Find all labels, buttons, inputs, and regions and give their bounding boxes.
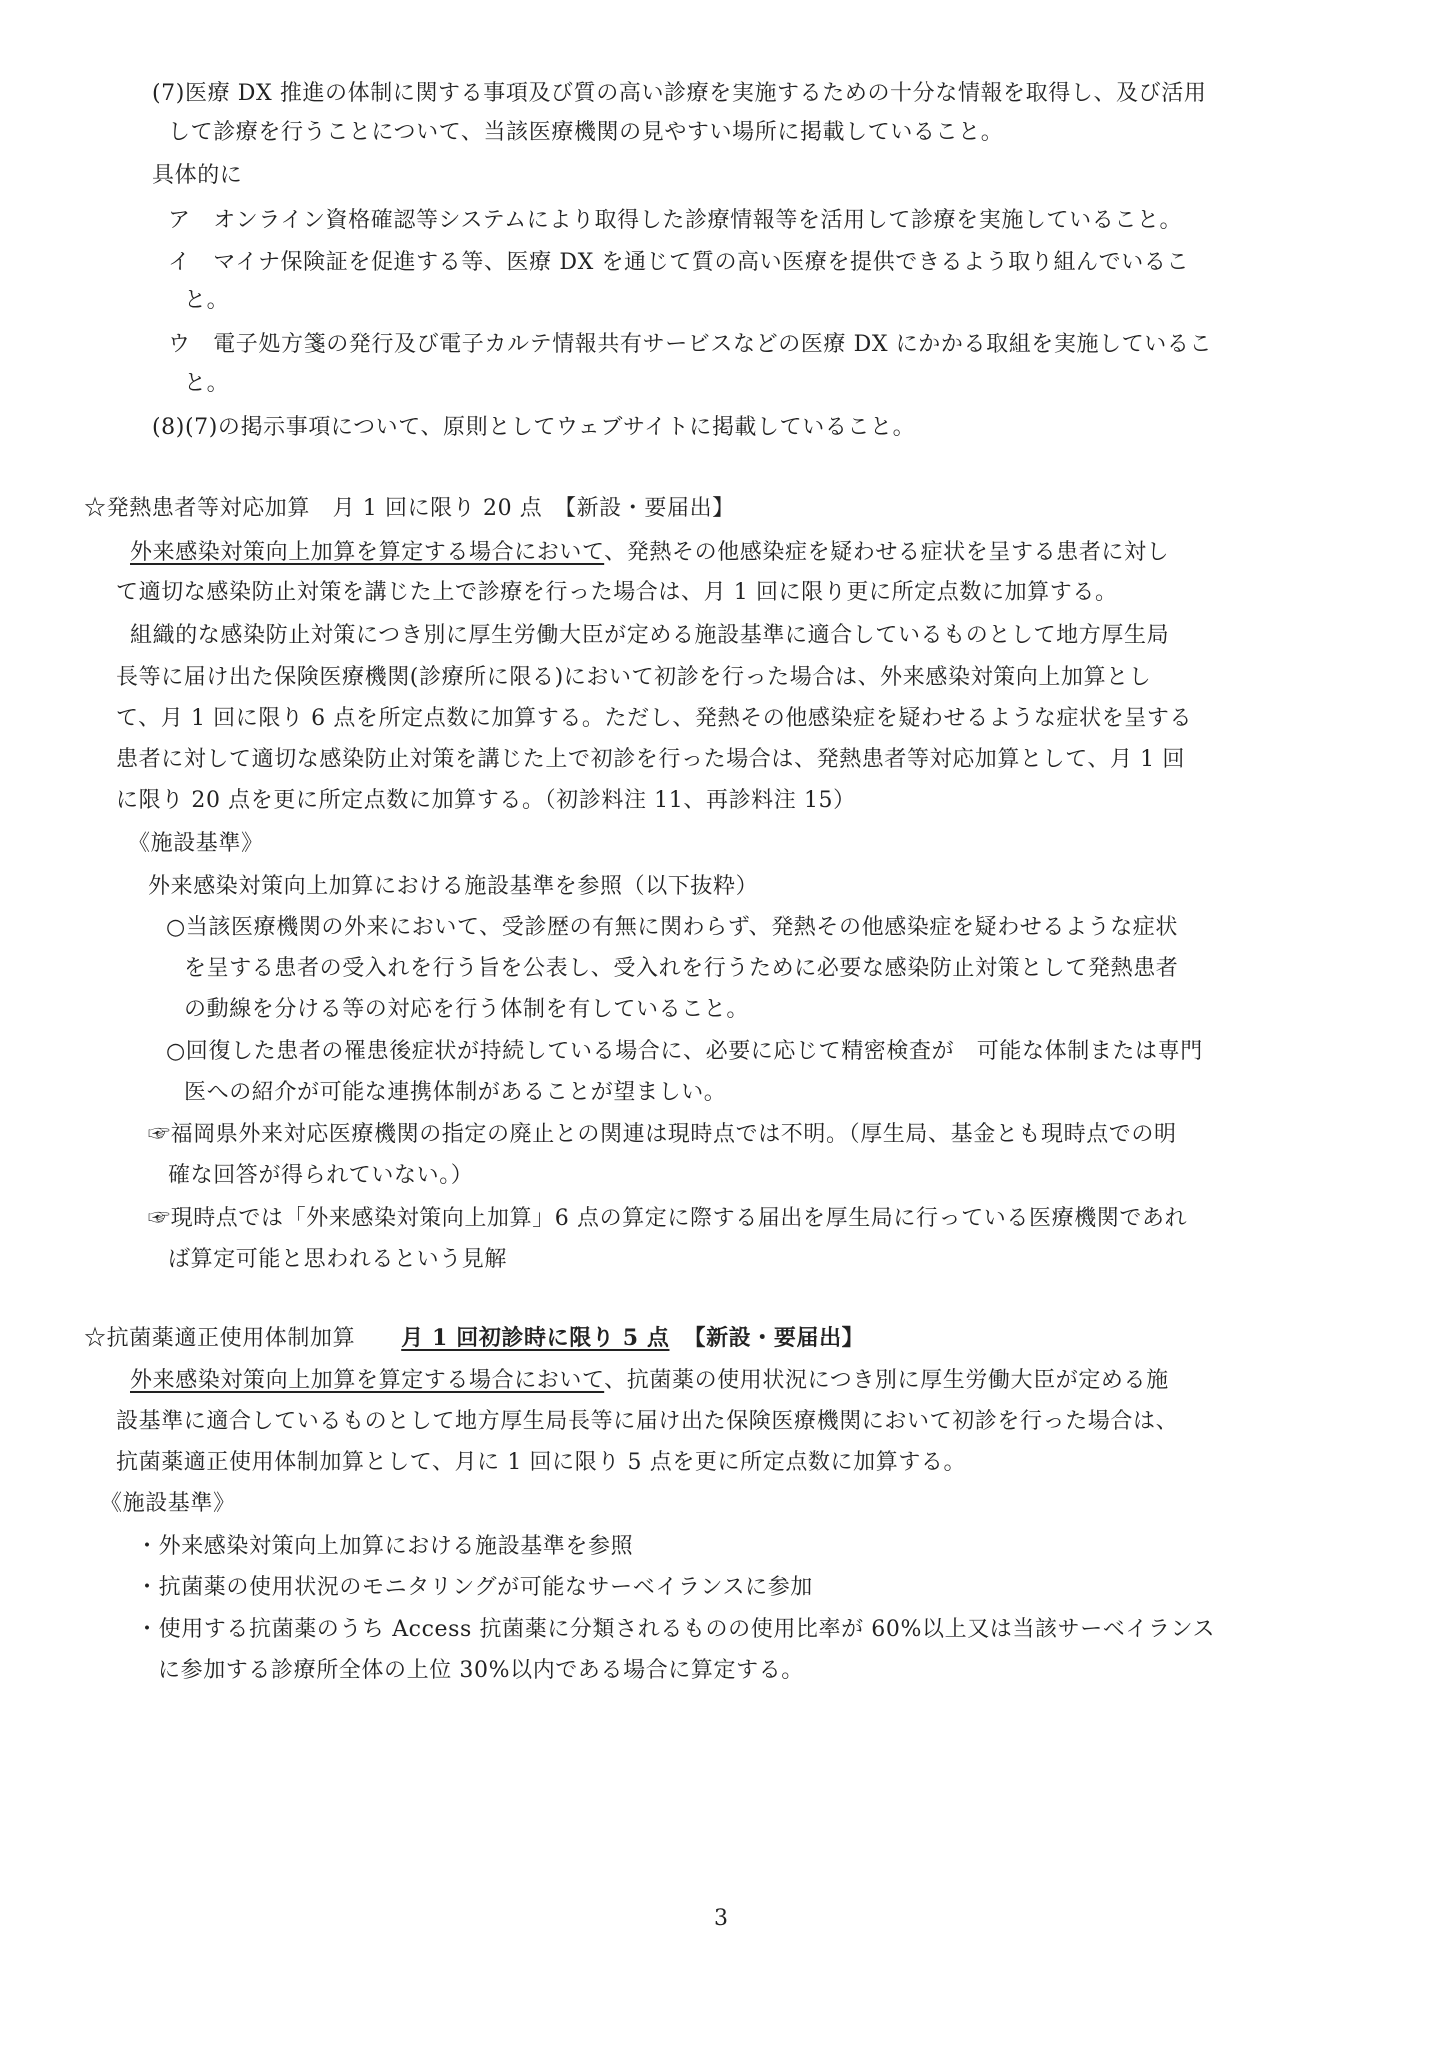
fever-note2-line1: ☞現時点では「外来感染対策向上加算」6 点の算定に際する届出を厚生局に行っている医療機関であれ (148, 1206, 1188, 1231)
fever-p2-line3: て、月 1 回に限り 6 点を所定点数に加算する。ただし、発熱その他感染症を疑わせるような症状を呈する (116, 706, 1193, 731)
item-a: ア オンライン資格確認等システムにより取得した診療情報等を活用して診療を実施していること。 (168, 208, 1183, 233)
fever-p2-line2: 長等に届け出た保険医療機関(診療所に限る)において初診を行った場合は、外来感染対策向上加算とし (116, 665, 1152, 690)
antibiotic-bullet1: ・外来感染対策向上加算における施設基準を参照 (136, 1534, 634, 1559)
item8: (8)(7)の掲示事項について、原則としてウェブサイトに掲載していること。 (152, 415, 916, 440)
antibiotic-heading-tag: 【新設・要届出】 (683, 1325, 865, 1351)
fever-c1-line2: を呈する患者の受入れを行う旨を公表し、受入れを行うために必要な感染防止対策として発熱患者 (184, 956, 1179, 981)
antibiotic-p1-line1 (130, 1366, 1169, 1396)
antibiotic-p1-rest: 、抗菌薬の使用状況につき別に厚生労働大臣が定める施 (604, 1368, 1169, 1393)
item-u-line1: ウ 電子処方箋の発行及び電子カルテ情報共有サービスなどの医療 DX にかかる取組を実施しているこ (168, 332, 1213, 357)
fever-p2-line4: 患者に対して適切な感染防止対策を講じた上で初診を行った場合は、発熱患者等対応加算として、月 1 回 (116, 747, 1185, 772)
concretely-label: 具体的に (152, 163, 243, 188)
item-i-line2: と。 (184, 288, 230, 313)
fever-p1-rest: 、発熱その他感染症を疑わせる症状を呈する患者に対し (604, 540, 1170, 565)
item7-line1: (7)医療 DX 推進の体制に関する事項及び質の高い診療を実施するための十分な情報を取得し、及び活用 (152, 81, 1207, 106)
fever-p2-line1: 組織的な感染防止対策につき別に厚生労働大臣が定める施設基準に適合しているものとして地方厚生局 (130, 623, 1170, 648)
item-u-line2: と。 (184, 371, 230, 396)
antibiotic-bullet2: ・抗菌薬の使用状況のモニタリングが可能なサーベイランスに参加 (136, 1575, 813, 1600)
fever-note1-line1: ☞福岡県外来対応医療機関の指定の廃止との関連は現時点では不明。（厚生局、基金とも現時点での明 (148, 1122, 1177, 1147)
fever-c1-line3: の動線を分ける等の対応を行う体制を有していること。 (184, 997, 750, 1022)
fever-p2-line5: に限り 20 点を更に所定点数に加算する。（初診料注 11、再診料注 15） (116, 788, 856, 813)
fever-c1-line1: ○当該医療機関の外来において、受診歴の有無に関わらず、発熱その他感染症を疑わせるような症状 (166, 915, 1178, 940)
antibiotic-heading (84, 1323, 864, 1354)
item-i-line1: イ マイナ保険証を促進する等、医療 DX を通じて質の高い医療を提供できるよう取り組んでいるこ (168, 250, 1190, 275)
antibiotic-criteria-label: 《施設基準》 (100, 1491, 236, 1516)
antibiotic-p1-line2: 設基準に適合しているものとして地方厚生局長等に届け出た保険医療機関において初診を行った場合は、 (116, 1409, 1179, 1434)
antibiotic-heading-title: ☆抗菌薬適正使用体制加算 (84, 1326, 356, 1351)
fever-c2-line1: ○回復した患者の罹患後症状が持続している場合に、必要に応じて精密検査が 可能な体制または専門 (166, 1039, 1203, 1064)
fever-p1-line1 (130, 538, 1169, 568)
antibiotic-p1-line3: 抗菌薬適正使用体制加算として、月に 1 回に限り 5 点を更に所定点数に加算する。 (116, 1450, 967, 1475)
antibiotic-bullet3-line1: ・使用する抗菌薬のうち Access 抗菌薬に分類されるものの使用比率が 60%以上又は当該サーベイランス (136, 1617, 1216, 1642)
fever-c2-line2: 医への紹介が可能な連携体制があることが望ましい。 (184, 1080, 727, 1105)
fever-criteria-label: 《施設基準》 (128, 831, 264, 856)
antibiotic-bullet3-line2: に参加する診療所全体の上位 30%以内である場合に算定する。 (158, 1658, 804, 1683)
fever-criteria-intro: 外来感染対策向上加算における施設基準を参照（以下抜粋） (148, 874, 759, 899)
antibiotic-heading-points: 月 1 回初診時に限り 5 点 (401, 1325, 670, 1351)
item7-line2: して診療を行うことについて、当該医療機関の見やすい場所に掲載していること。 (168, 120, 1004, 145)
fever-p1-line2: て適切な感染防止対策を講じた上で診療を行った場合は、月 1 回に限り更に所定点数に加算する。 (116, 580, 1118, 605)
page-number: 3 (714, 1906, 728, 1931)
fever-heading: ☆発熱患者等対応加算 月 1 回に限り 20 点 【新設・要届出】 (84, 496, 735, 521)
fever-note1-line2: 確な回答が得られていない。） (168, 1163, 474, 1188)
antibiotic-p1-underlined: 外来感染対策向上加算を算定する場合において (130, 1368, 605, 1393)
fever-note2-line2: ば算定可能と思われるという見解 (168, 1247, 508, 1272)
fever-p1-underlined: 外来感染対策向上加算を算定する場合において (130, 540, 605, 565)
